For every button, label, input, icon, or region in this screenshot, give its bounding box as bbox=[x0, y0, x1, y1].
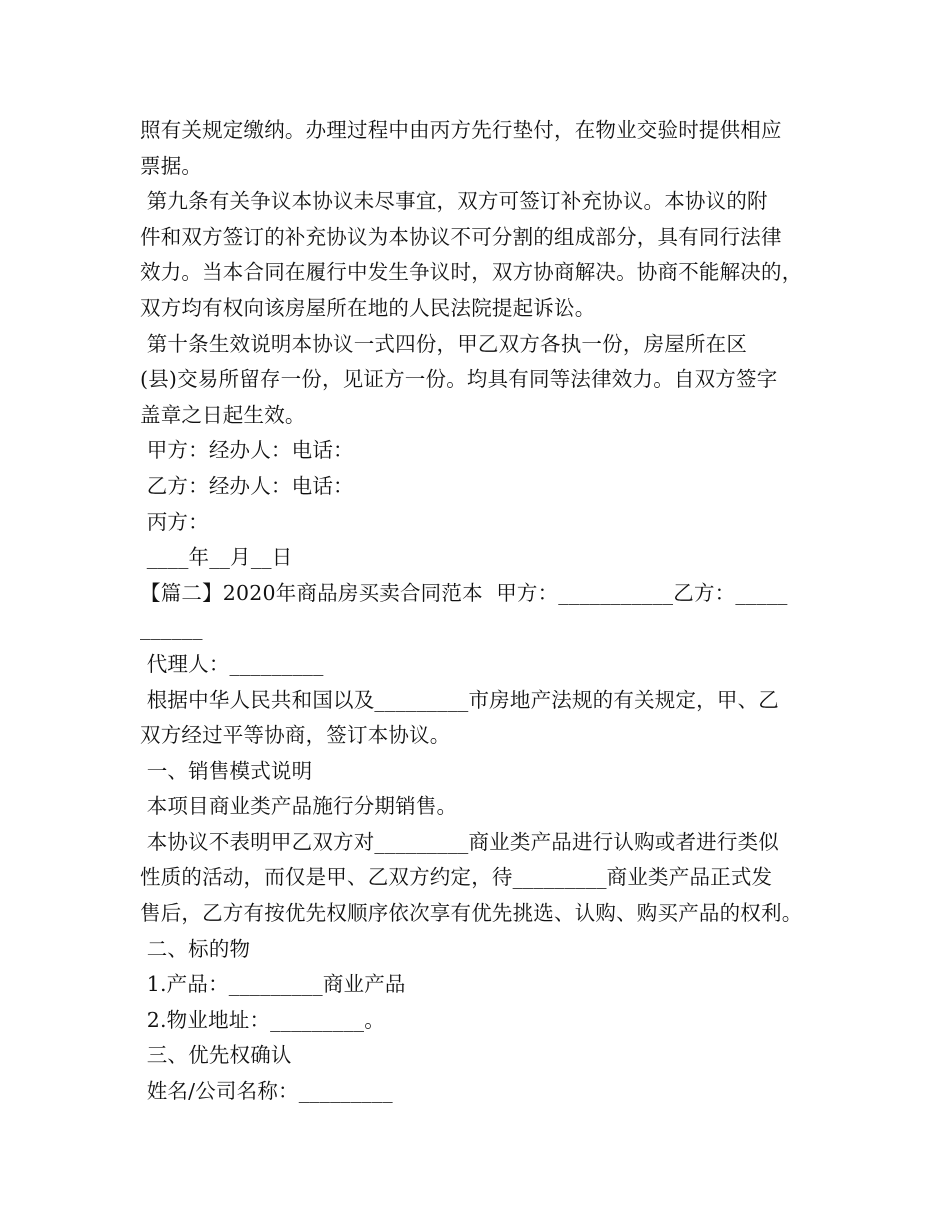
text-line: ____年__月__日 bbox=[140, 545, 293, 570]
text-line: 2.物业地址：_________。 bbox=[140, 1007, 385, 1032]
text-line: 1.产品：_________商业产品 bbox=[140, 972, 406, 997]
text-line: 根据中华人民共和国以及_________市房地产法规的有关规定，甲、乙 bbox=[140, 687, 779, 712]
text-line: 售后，乙方有按优先权顺序依次享有优先挑选、认购、购买产品的权利。 bbox=[140, 901, 803, 926]
text-line: (县)交易所留存一份，见证方一份。均具有同等法律效力。自双方签字 bbox=[140, 367, 778, 392]
text-line: 一、销售模式说明 bbox=[140, 758, 313, 783]
document-body bbox=[140, 113, 830, 1110]
text-line: 丙方： bbox=[140, 509, 209, 534]
text-line: 乙方：经办人：电话： bbox=[140, 473, 354, 498]
text-line: 三、优先权确认 bbox=[140, 1043, 292, 1068]
text-line: 本项目商业类产品施行分期销售。 bbox=[140, 794, 458, 819]
text-line: 照有关规定缴纳。办理过程中由丙方先行垫付，在物业交验时提供相应 bbox=[140, 118, 782, 142]
text-line: 件和双方签订的补充协议为本协议不可分割的组成部分，具有同行法律 bbox=[140, 224, 782, 249]
text-line: ______ bbox=[140, 616, 203, 641]
text-line: 甲方：经办人：电话： bbox=[140, 438, 354, 463]
text-line: 票据。 bbox=[140, 153, 203, 178]
text-line: 二、标的物 bbox=[140, 936, 251, 961]
text-line: 代理人：_________ bbox=[140, 651, 324, 676]
text-line: 效力。当本合同在履行中发生争议时，双方协商解决。协商不能解决的， bbox=[140, 260, 803, 285]
text-line: 双方经过平等协商，签订本协议。 bbox=[140, 723, 451, 748]
text-line: 第九条有关争议本协议未尽事宜，双方可签订补充协议。本协议的附 bbox=[140, 189, 768, 214]
text-line: 双方均有权向该房屋所在地的人民法院提起诉讼。 bbox=[140, 295, 596, 320]
text-line: 姓名/公司名称：_________ bbox=[140, 1079, 393, 1104]
text-line: 性质的活动，而仅是甲、乙双方约定，待_________商业类产品正式发 bbox=[140, 865, 773, 890]
section-heading: 【篇二】2020年商品房买卖合同范本 甲方：___________乙方：_____ bbox=[140, 580, 788, 605]
text-line: 盖章之日起生效。 bbox=[140, 402, 306, 427]
text-line: 本协议不表明甲乙双方对_________商业类产品进行认购或者进行类似 bbox=[140, 829, 779, 854]
text-line: 第十条生效说明本协议一式四份，甲乙双方各执一份，房屋所在区 bbox=[140, 331, 748, 356]
